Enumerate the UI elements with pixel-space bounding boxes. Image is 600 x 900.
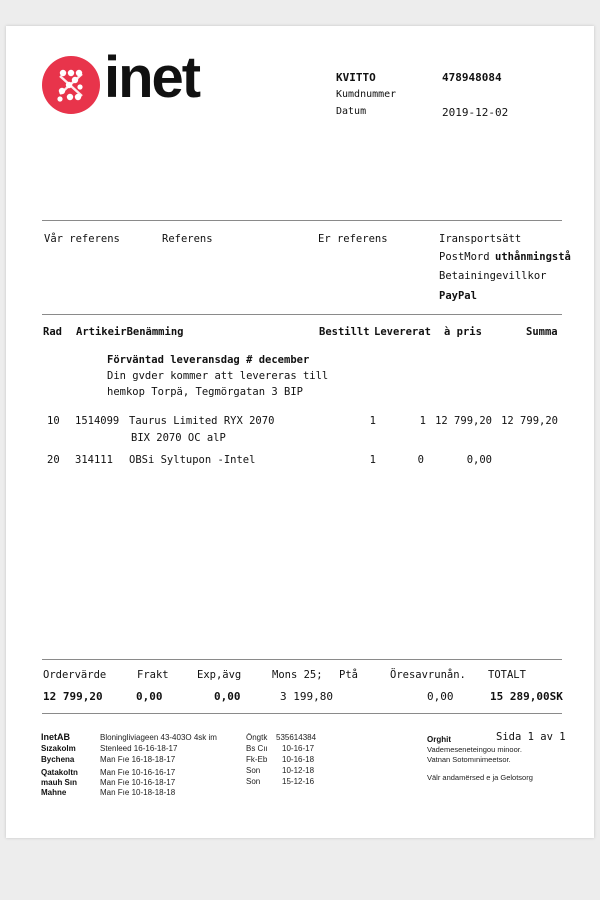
footer-mid-value: 10-16-18 [282,755,315,764]
footer-mid-value: 15-12-16 [282,777,315,786]
footer-mid-label: Bs Cıı [246,744,268,753]
divider-footer [42,713,562,714]
footer-mid-label: Öngtk [246,733,268,742]
unit-price: 0,00 [466,454,492,466]
pta-label: Ptå [339,669,358,681]
total-value: 15 289,00SK [490,690,563,703]
footer-org-line2: Vatnan Sotomınimeetsor. [427,755,511,764]
your-reference-label: Er referens [318,233,388,245]
reference-label: Referens [162,233,213,245]
page-indicator: Sida 1 av 1 [496,731,566,743]
delivered-qty: 0 [417,454,424,466]
rounding-label: Öresavrunån. [390,669,466,681]
row-number: 10 [47,415,60,427]
footer-org-line1: Vademeseneteingou minoor. [427,745,522,754]
transport-value-a: PostMord [439,251,490,263]
footer-left-value: Man Fıe 10-16-16-17 [100,768,176,777]
footer-mid-value: 10-12-18 [282,766,315,775]
row-number: 20 [47,454,60,466]
col-header-unit-price: à pris [444,326,482,338]
total-label: TOTALT [488,669,526,681]
article-name: Taurus Limited RYX 2070 [129,415,275,427]
divider-top [42,220,562,221]
date-label: Datum [336,106,367,117]
payment-terms-label: Betainingevillkor [439,270,547,282]
footer-mid-label: Son [246,777,261,786]
footer-mid-value: 535614384 [276,733,317,742]
article-number: 314111 [75,454,113,466]
col-header-sum: Summa [526,326,558,338]
footer-org-label: Orghit [427,735,451,744]
doc-number: 478948084 [442,71,502,84]
footer-address: Bloningliviageen 43-403O 4sk im [100,733,217,742]
vat-label: Mons 25; [272,669,323,681]
order-value-label: Ordervärde [43,669,107,681]
our-reference-label: Vår referens [44,233,120,245]
inet-logo-icon [40,54,102,116]
footer-org-line3: Välr andamërsed e ja Gelotsorg [427,773,533,782]
footer-mid-value: 10-16-17 [282,744,315,753]
freight-label: Frakt [137,669,169,681]
footer-left-label: mauh Sın [41,778,78,787]
inet-logo [40,45,220,116]
rounding-value: 0,00 [427,690,454,703]
row-sum: 12 799,20 [501,415,558,427]
ordered-qty: 1 [369,454,376,466]
transport-label: Iransportsätt [439,233,522,245]
article-name-line2: BIX 2070 OC alP [131,432,226,444]
footer-left-label: Mahne [41,788,67,797]
exp-fee-label: Exp,ävg [197,669,242,681]
divider-refs [42,314,562,315]
col-header-row: Rad [43,326,62,338]
footer-company: InetAB [41,732,70,742]
vat-value: 3 199,80 [280,690,333,703]
receipt-page [6,26,594,838]
footer-left-value: Stenleed 16-16-18-17 [100,744,178,753]
footer-left-label: Sızakolm [41,744,76,753]
brand-name: inet [104,45,200,110]
transport-value-b: uthånmingstå [495,251,571,263]
freight-value: 0,00 [136,690,163,703]
footer-left-value: Man Fıe 10-16-18-17 [100,778,176,787]
delivered-qty: 1 [419,415,426,427]
article-number: 1514099 [75,415,120,427]
date-value: 2019-12-02 [442,106,509,119]
delivery-note-line2: hemkop Torpä, Tegmörgatan 3 BIP [107,386,303,398]
customer-number-label: Kumdnummer [336,89,397,100]
col-header-article: ArtikeirBenämming [76,326,184,338]
delivery-note-line1: Din gvder kommer att levereras till [107,370,329,382]
footer-left-value: Man Fıe 10-18-18-18 [100,788,176,797]
delivery-note-heading: Förväntad leveransdag # december [107,354,310,366]
ordered-qty: 1 [369,415,376,427]
exp-fee-value: 0,00 [214,690,241,703]
col-header-ordered: Bestillt [319,326,370,338]
footer-left-value: Man Fıe 16-18-18-17 [100,755,176,764]
footer-mid-label: Son [246,766,261,775]
footer-mid-label: Fk-Eb [246,755,268,764]
unit-price: 12 799,20 [435,415,492,427]
divider-totals [42,659,562,660]
article-name: OBSi Syltupon -Intel [129,454,256,466]
footer-left-label: Qatakoltn [41,768,78,777]
doc-title: KVITTO [336,71,376,84]
order-value: 12 799,20 [43,690,103,703]
payment-value: PayPal [439,290,477,302]
col-header-delivered: Levererat [374,326,431,338]
footer-left-label: Bychena [41,755,75,764]
